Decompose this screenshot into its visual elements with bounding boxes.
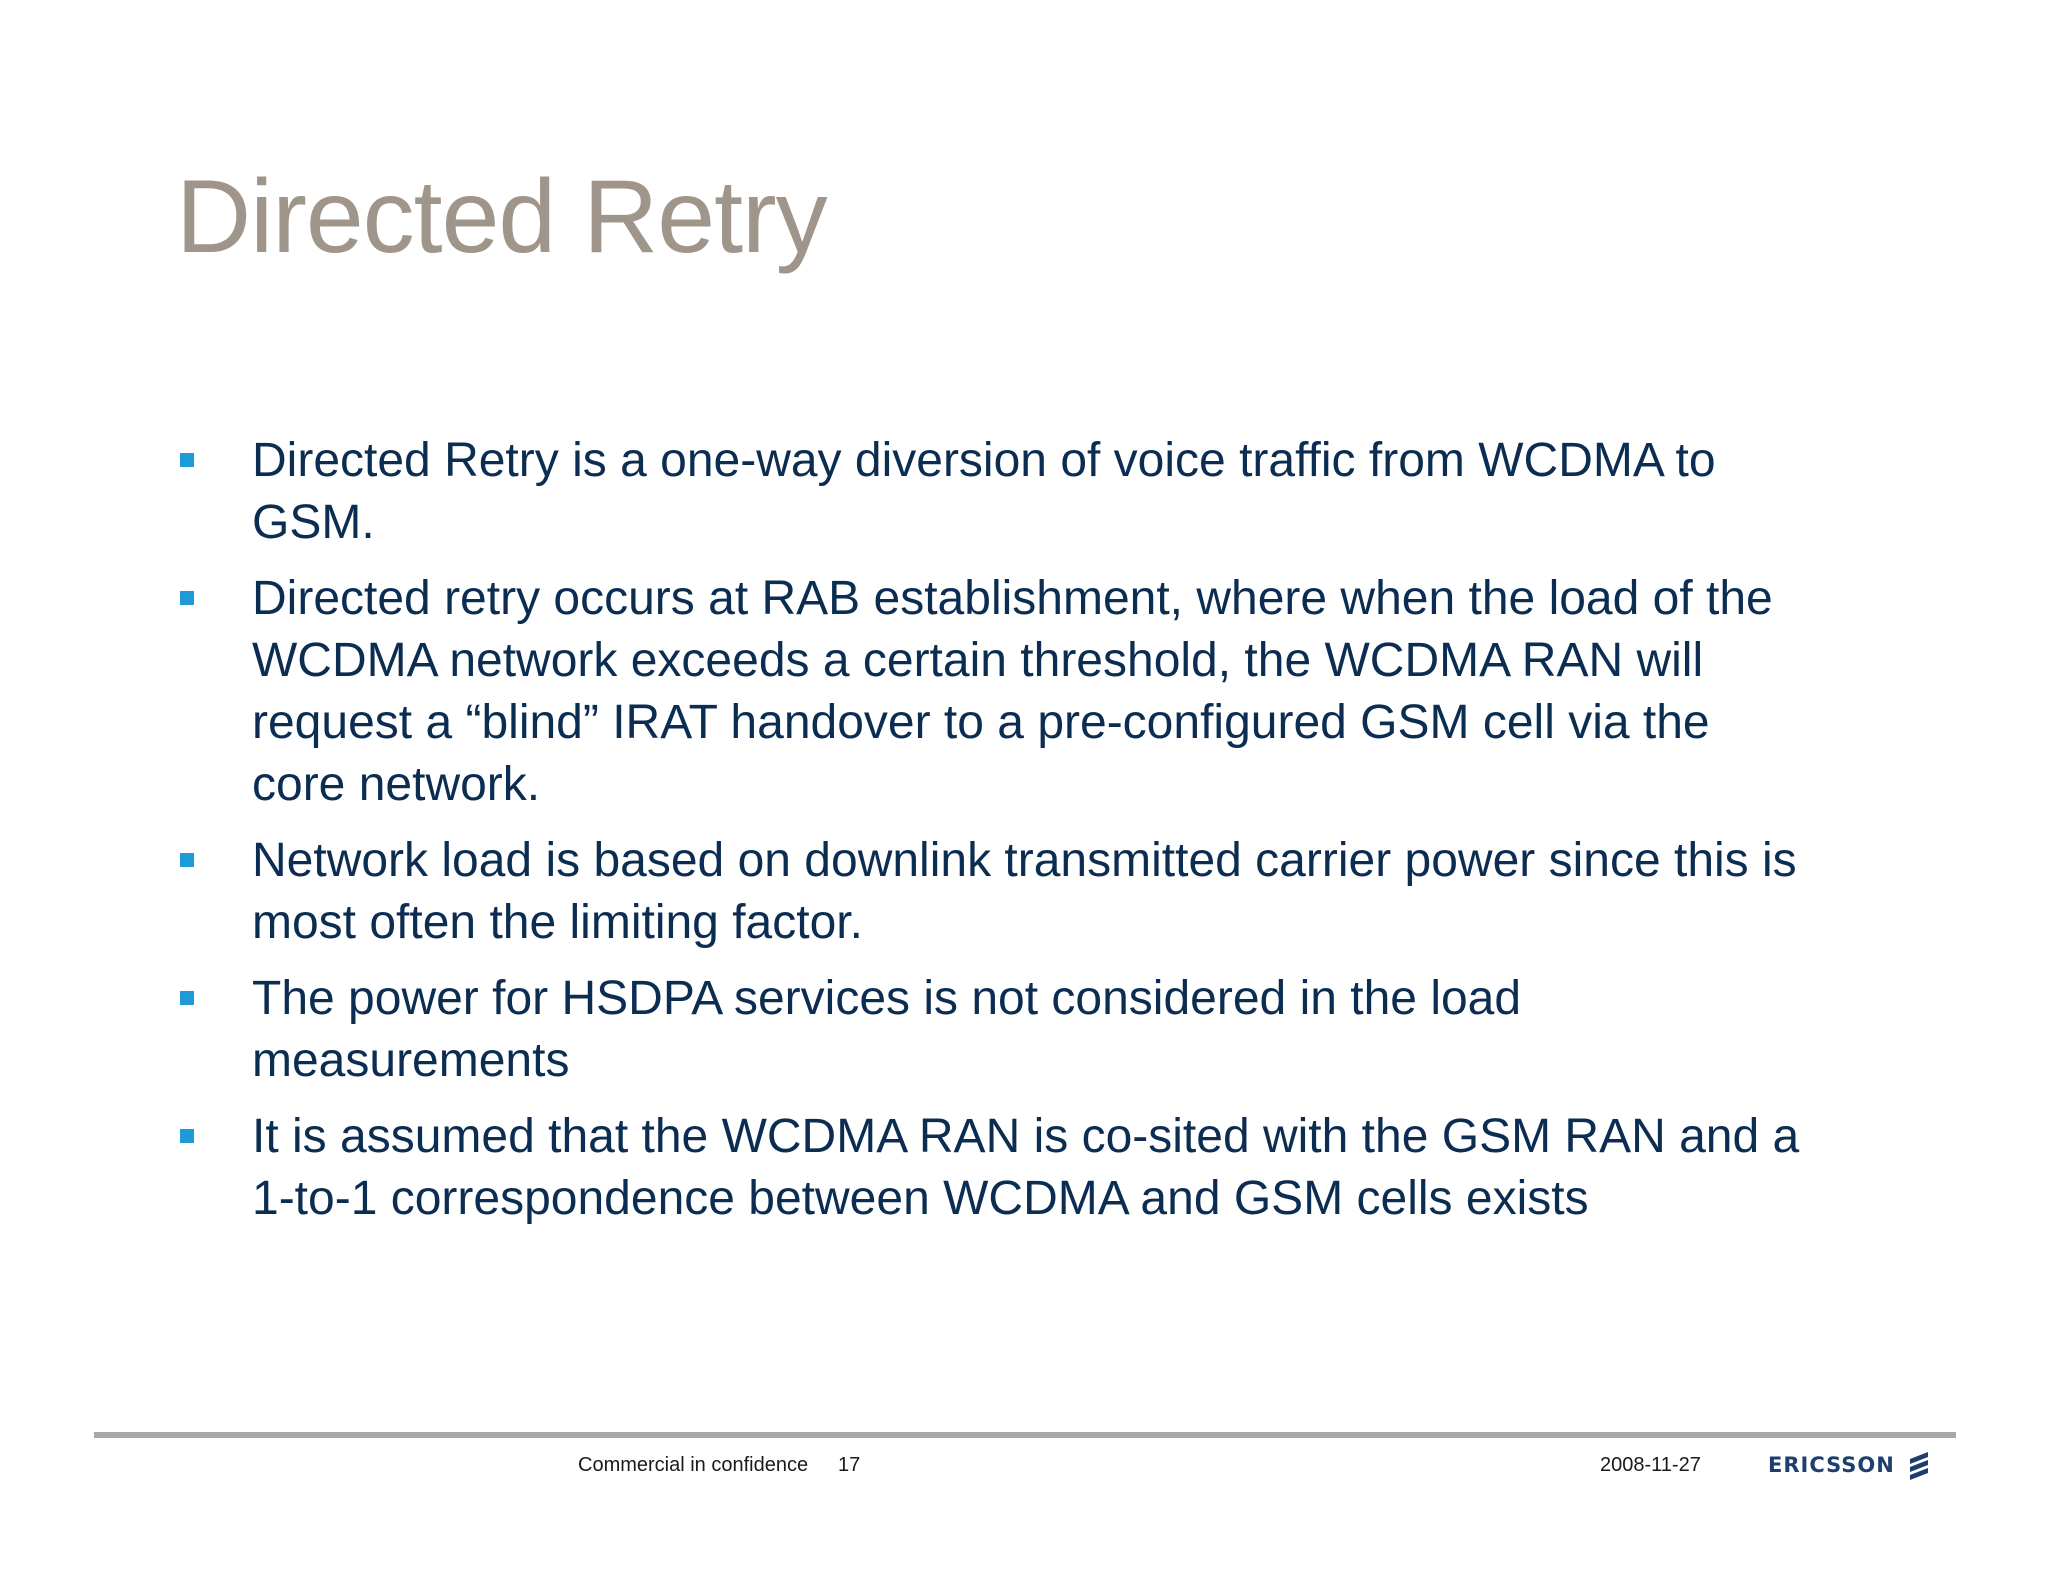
bullet-item [176,968,1816,1092]
bullet-text: Network load is based on downlink transmitted carrier power since this is most often the limiting factor. [252,834,1797,949]
footer-divider [94,1432,1956,1438]
bullet-item [176,1106,1816,1230]
square-bullet-icon [180,591,194,605]
bullet-text: Directed retry occurs at RAB establishment, where when the load of the WCDMA network exceeds a certain threshold, the WCDMA RAN will request a “blind” IRAT handover to a pre-configured GSM cell via the core network. [252,572,1773,811]
page-number: 17 [838,1454,861,1476]
bullet-item [176,568,1816,816]
ericsson-logo [1768,1448,1931,1482]
square-bullet-icon [180,853,194,867]
square-bullet-icon [180,1129,194,1143]
confidentiality-label: Commercial in confidence [578,1454,809,1476]
square-bullet-icon [180,991,194,1005]
slide-title: Directed Retry [176,159,827,275]
bullet-item [176,830,1816,954]
square-bullet-icon [180,453,194,467]
slide-date: 2008-11-27 [1600,1454,1701,1476]
bullet-item [176,430,1816,554]
bullet-text: The power for HSDPA services is not considered in the load measurements [252,972,1522,1087]
bullet-list [176,430,1816,1244]
bullet-text: Directed Retry is a one-way diversion of voice traffic from WCDMA to GSM. [252,434,1716,549]
ericsson-logo-icon [1907,1450,1931,1480]
logo-wordmark: ERICSSON [1768,1453,1895,1477]
bullet-text: It is assumed that the WCDMA RAN is co-sited with the GSM RAN and a 1-to-1 correspondence between WCDMA and GSM cells exists [252,1110,1800,1225]
